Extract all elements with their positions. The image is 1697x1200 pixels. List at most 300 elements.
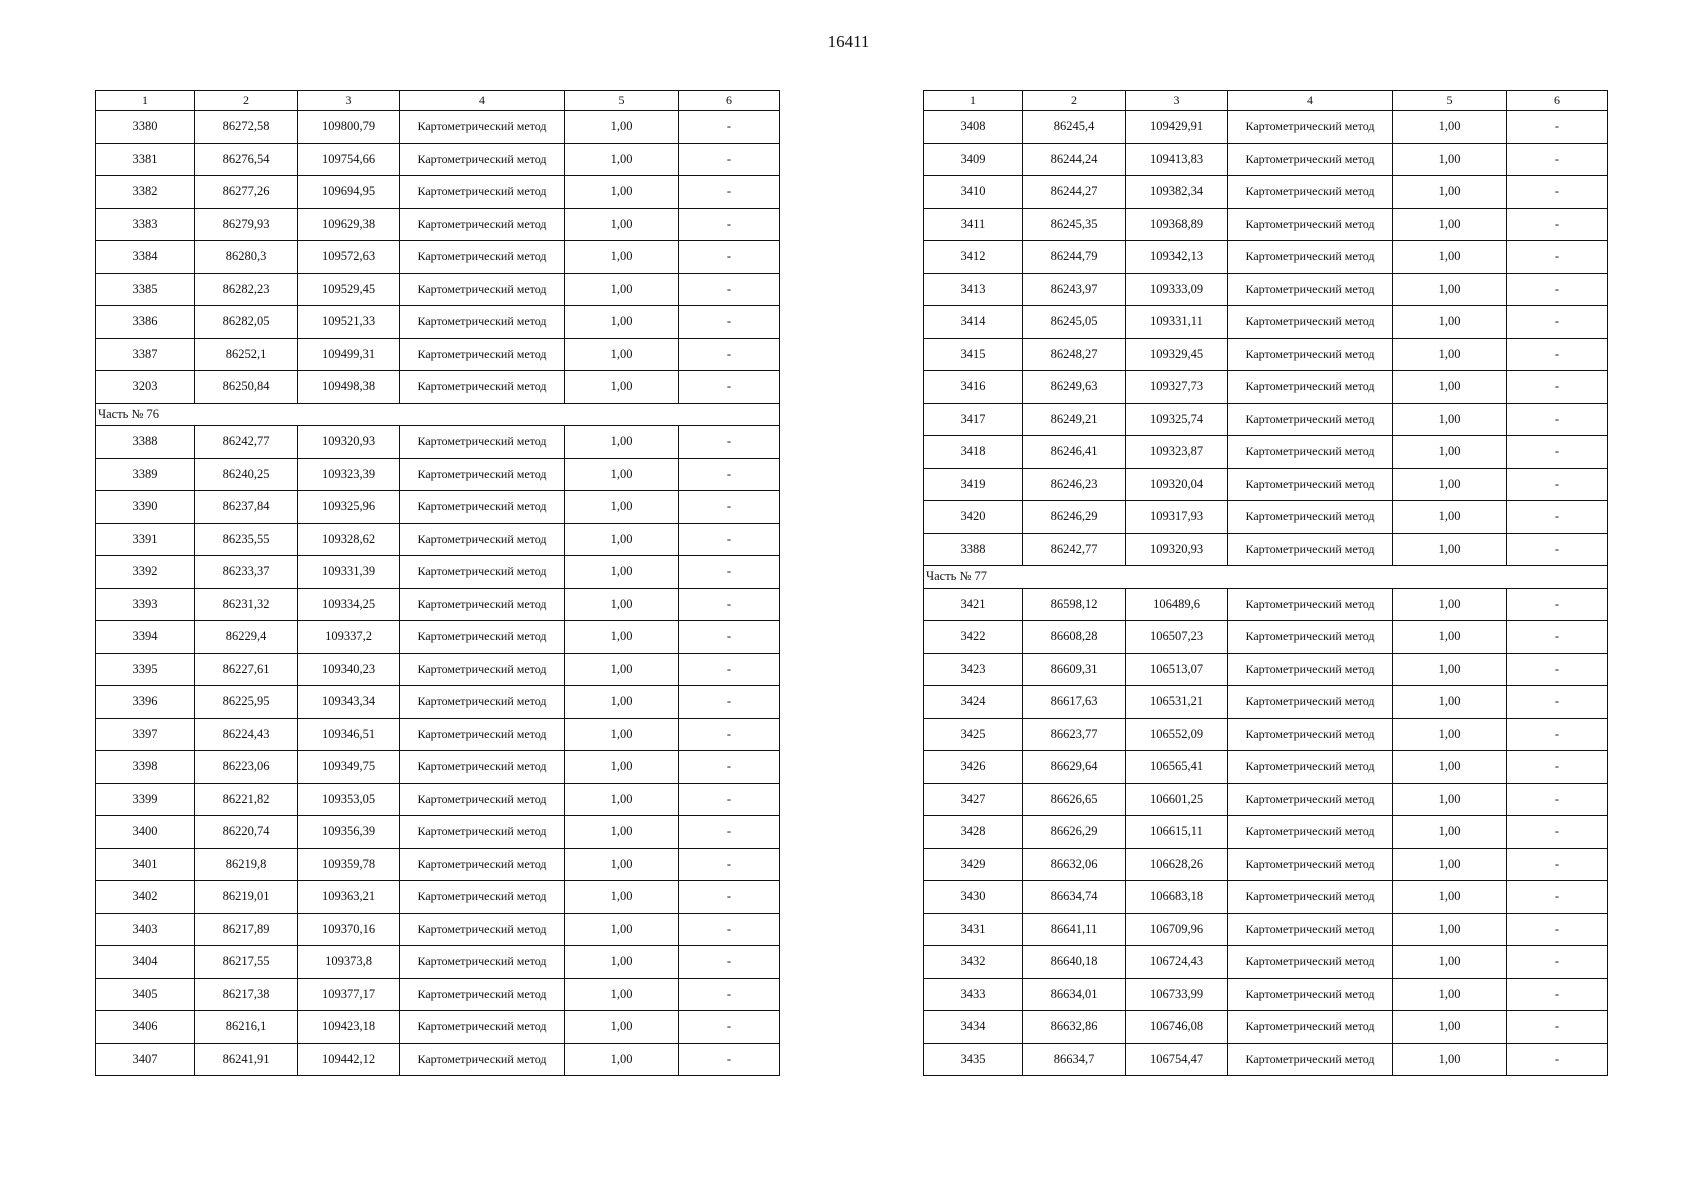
table-cell: Картометрический метод: [1228, 978, 1393, 1011]
table-cell: 109363,21: [298, 881, 400, 914]
table-cell: -: [679, 338, 780, 371]
table-cell: -: [1507, 588, 1608, 621]
table-cell: -: [679, 588, 780, 621]
table-cell: 1,00: [1393, 371, 1507, 404]
table-cell: -: [679, 653, 780, 686]
column-header: 1: [924, 91, 1023, 111]
table-cell: 109629,38: [298, 208, 400, 241]
table-cell: 3391: [96, 523, 195, 556]
table-cell: 3203: [96, 371, 195, 404]
table-cell: 109333,09: [1126, 273, 1228, 306]
table-cell: Картометрический метод: [400, 306, 565, 339]
table-cell: 1,00: [1393, 913, 1507, 946]
table-cell: 86219,01: [195, 881, 298, 914]
table-cell: 1,00: [1393, 111, 1507, 144]
table-cell: -: [679, 686, 780, 719]
table-cell: 3402: [96, 881, 195, 914]
table-cell: 1,00: [565, 208, 679, 241]
table-cell: 3394: [96, 621, 195, 654]
table-cell: 86634,74: [1023, 881, 1126, 914]
table-row: [96, 241, 780, 274]
table-row: [96, 946, 780, 979]
table-cell: 86244,79: [1023, 241, 1126, 274]
table-cell: -: [679, 783, 780, 816]
table-cell: 106601,25: [1126, 783, 1228, 816]
table-cell: 86246,41: [1023, 436, 1126, 469]
table-cell: 86282,23: [195, 273, 298, 306]
table-cell: 86641,11: [1023, 913, 1126, 946]
table-cell: 3401: [96, 848, 195, 881]
table-cell: 3403: [96, 913, 195, 946]
table-cell: Картометрический метод: [400, 176, 565, 209]
table-cell: Картометрический метод: [1228, 718, 1393, 751]
table-cell: -: [679, 241, 780, 274]
table-cell: -: [679, 978, 780, 1011]
table-cell: 1,00: [565, 143, 679, 176]
table-cell: Картометрический метод: [1228, 946, 1393, 979]
table-cell: 3413: [924, 273, 1023, 306]
table-cell: -: [679, 176, 780, 209]
table-row: [96, 686, 780, 719]
table-header-row: [924, 91, 1608, 111]
table-cell: 86223,06: [195, 751, 298, 784]
table-cell: -: [679, 1043, 780, 1076]
table-row: [96, 176, 780, 209]
table-row: [96, 913, 780, 946]
table-cell: 86626,29: [1023, 816, 1126, 849]
table-cell: 1,00: [1393, 533, 1507, 566]
table-cell: 86246,23: [1023, 468, 1126, 501]
table-row: [924, 1043, 1608, 1076]
table-body-left: [96, 91, 780, 1076]
table-cell: -: [679, 718, 780, 751]
table-cell: 106709,96: [1126, 913, 1228, 946]
table-cell: Картометрический метод: [1228, 501, 1393, 534]
table-cell: 1,00: [565, 176, 679, 209]
table-row: [96, 523, 780, 556]
table-cell: 3407: [96, 1043, 195, 1076]
table-cell: Картометрический метод: [400, 523, 565, 556]
table-cell: Картометрический метод: [400, 491, 565, 524]
table-cell: 3411: [924, 208, 1023, 241]
table-cell: Картометрический метод: [1228, 1011, 1393, 1044]
table-cell: 1,00: [1393, 946, 1507, 979]
table-row: [924, 533, 1608, 566]
table-cell: -: [1507, 816, 1608, 849]
table-cell: Картометрический метод: [1228, 588, 1393, 621]
table-cell: 86634,7: [1023, 1043, 1126, 1076]
table-cell: 86227,61: [195, 653, 298, 686]
table-cell: 86217,55: [195, 946, 298, 979]
table-cell: -: [679, 523, 780, 556]
table-row: [96, 208, 780, 241]
table-cell: 3406: [96, 1011, 195, 1044]
table-cell: 109377,17: [298, 978, 400, 1011]
table-cell: 1,00: [1393, 783, 1507, 816]
table-row: [96, 556, 780, 589]
table-cell: 1,00: [1393, 436, 1507, 469]
table-cell: Картометрический метод: [400, 653, 565, 686]
table-cell: Картометрический метод: [400, 338, 565, 371]
table-cell: 86280,3: [195, 241, 298, 274]
table-cell: 1,00: [565, 718, 679, 751]
table-cell: Картометрический метод: [400, 751, 565, 784]
table-cell: 1,00: [1393, 501, 1507, 534]
table-cell: 1,00: [565, 653, 679, 686]
table-cell: Картометрический метод: [400, 208, 565, 241]
table-row: [96, 143, 780, 176]
table-row: [96, 306, 780, 339]
table-cell: 1,00: [565, 306, 679, 339]
table-cell: 86632,86: [1023, 1011, 1126, 1044]
table-cell: 1,00: [565, 556, 679, 589]
column-header: 3: [298, 91, 400, 111]
table-row: [96, 371, 780, 404]
table-cell: Картометрический метод: [400, 783, 565, 816]
table-cell: 3380: [96, 111, 195, 144]
table-cell: -: [1507, 653, 1608, 686]
table-cell: -: [679, 111, 780, 144]
table-cell: 109442,12: [298, 1043, 400, 1076]
table-cell: 106628,26: [1126, 848, 1228, 881]
table-cell: 1,00: [1393, 621, 1507, 654]
table-cell: 3399: [96, 783, 195, 816]
table-cell: 3423: [924, 653, 1023, 686]
column-header: 5: [565, 91, 679, 111]
table-cell: -: [679, 371, 780, 404]
table-cell: -: [679, 458, 780, 491]
table-cell: Картометрический метод: [1228, 436, 1393, 469]
table-cell: 86241,91: [195, 1043, 298, 1076]
table-cell: 106746,08: [1126, 1011, 1228, 1044]
table-cell: 3412: [924, 241, 1023, 274]
table-cell: -: [679, 621, 780, 654]
table-row: [924, 718, 1608, 751]
table-cell: 1,00: [565, 1043, 679, 1076]
table-cell: 86229,4: [195, 621, 298, 654]
table-cell: Картометрический метод: [1228, 176, 1393, 209]
table-cell: 3435: [924, 1043, 1023, 1076]
table-cell: Картометрический метод: [1228, 653, 1393, 686]
table-cell: 3385: [96, 273, 195, 306]
table-cell: 86626,65: [1023, 783, 1126, 816]
table-cell: 3398: [96, 751, 195, 784]
table-cell: 109327,73: [1126, 371, 1228, 404]
table-cell: 86634,01: [1023, 978, 1126, 1011]
column-header: 1: [96, 91, 195, 111]
table-cell: 109382,34: [1126, 176, 1228, 209]
table-cell: 86242,77: [195, 426, 298, 459]
table-cell: 1,00: [565, 848, 679, 881]
table-cell: 86245,35: [1023, 208, 1126, 241]
table-cell: Картометрический метод: [400, 816, 565, 849]
table-cell: 86640,18: [1023, 946, 1126, 979]
table-cell: 106552,09: [1126, 718, 1228, 751]
table-cell: -: [1507, 913, 1608, 946]
table-cell: -: [1507, 686, 1608, 719]
column-header: 2: [195, 91, 298, 111]
table-row: [924, 306, 1608, 339]
table-cell: -: [1507, 111, 1608, 144]
table-cell: 109342,13: [1126, 241, 1228, 274]
table-cell: 109521,33: [298, 306, 400, 339]
column-header: 5: [1393, 91, 1507, 111]
table-cell: 109331,39: [298, 556, 400, 589]
table-cell: 109373,8: [298, 946, 400, 979]
table-cell: Картометрический метод: [1228, 848, 1393, 881]
table-cell: 86244,27: [1023, 176, 1126, 209]
table-cell: Картометрический метод: [1228, 881, 1393, 914]
table-cell: 109498,38: [298, 371, 400, 404]
table-row: [96, 338, 780, 371]
table-cell: 109356,39: [298, 816, 400, 849]
table-cell: -: [1507, 371, 1608, 404]
table-header-row: [96, 91, 780, 111]
table-row: [924, 1011, 1608, 1044]
table-cell: 1,00: [565, 523, 679, 556]
column-header: 2: [1023, 91, 1126, 111]
table-cell: 1,00: [565, 881, 679, 914]
table-cell: -: [1507, 533, 1608, 566]
table-cell: 3429: [924, 848, 1023, 881]
table-cell: -: [1507, 1043, 1608, 1076]
table-cell: 86240,25: [195, 458, 298, 491]
table-cell: 86272,58: [195, 111, 298, 144]
table-cell: 1,00: [565, 816, 679, 849]
table-cell: Картометрический метод: [400, 913, 565, 946]
table-cell: 1,00: [1393, 653, 1507, 686]
table-cell: -: [1507, 946, 1608, 979]
table-cell: 109317,93: [1126, 501, 1228, 534]
table-cell: 86244,24: [1023, 143, 1126, 176]
table-cell: 109346,51: [298, 718, 400, 751]
table-cell: Картометрический метод: [400, 946, 565, 979]
table-cell: 1,00: [1393, 403, 1507, 436]
table-cell: Картометрический метод: [1228, 533, 1393, 566]
table-cell: 86245,4: [1023, 111, 1126, 144]
table-row: [96, 111, 780, 144]
table-cell: 109334,25: [298, 588, 400, 621]
table-row: [96, 1011, 780, 1044]
table-cell: 1,00: [565, 946, 679, 979]
table-cell: Картометрический метод: [400, 588, 565, 621]
table-cell: 3395: [96, 653, 195, 686]
table-cell: 109800,79: [298, 111, 400, 144]
table-row: [924, 783, 1608, 816]
table-cell: -: [1507, 338, 1608, 371]
table-row: [96, 978, 780, 1011]
table-cell: Картометрический метод: [1228, 273, 1393, 306]
table-cell: 106513,07: [1126, 653, 1228, 686]
table-cell: 3417: [924, 403, 1023, 436]
table-cell: -: [1507, 848, 1608, 881]
section-label: Часть № 76: [96, 403, 780, 426]
table-cell: 106507,23: [1126, 621, 1228, 654]
table-cell: Картометрический метод: [400, 426, 565, 459]
table-row: [96, 783, 780, 816]
table-cell: 3400: [96, 816, 195, 849]
table-row: [96, 718, 780, 751]
table-cell: Картометрический метод: [400, 556, 565, 589]
table-row: [96, 426, 780, 459]
table-cell: 86217,89: [195, 913, 298, 946]
table-cell: -: [1507, 881, 1608, 914]
table-cell: 86221,82: [195, 783, 298, 816]
table-row: [96, 848, 780, 881]
table-cell: 1,00: [1393, 751, 1507, 784]
table-cell: 86609,31: [1023, 653, 1126, 686]
table-cell: 109320,04: [1126, 468, 1228, 501]
table-cell: -: [679, 1011, 780, 1044]
table-cell: Картометрический метод: [400, 848, 565, 881]
table-cell: 3434: [924, 1011, 1023, 1044]
table-cell: Картометрический метод: [1228, 208, 1393, 241]
table-cell: 1,00: [1393, 848, 1507, 881]
table-cell: 3390: [96, 491, 195, 524]
table-cell: 1,00: [1393, 686, 1507, 719]
table-cell: -: [679, 848, 780, 881]
table-cell: -: [1507, 208, 1608, 241]
table-row: [924, 273, 1608, 306]
table-cell: 86250,84: [195, 371, 298, 404]
table-cell: -: [679, 881, 780, 914]
table-cell: 1,00: [565, 621, 679, 654]
table-row: [924, 881, 1608, 914]
table-cell: 3421: [924, 588, 1023, 621]
table-cell: 109413,83: [1126, 143, 1228, 176]
table-cell: 1,00: [1393, 816, 1507, 849]
table-cell: 86220,74: [195, 816, 298, 849]
table-cell: -: [1507, 783, 1608, 816]
table-cell: 1,00: [565, 686, 679, 719]
table-cell: 1,00: [565, 111, 679, 144]
table-cell: 86276,54: [195, 143, 298, 176]
table-cell: 3405: [96, 978, 195, 1011]
table-cell: 1,00: [1393, 468, 1507, 501]
table-cell: 106754,47: [1126, 1043, 1228, 1076]
table-cell: 86246,29: [1023, 501, 1126, 534]
table-cell: Картометрический метод: [1228, 686, 1393, 719]
table-cell: -: [1507, 718, 1608, 751]
table-cell: 109323,87: [1126, 436, 1228, 469]
table-cell: Картометрический метод: [1228, 913, 1393, 946]
table-row: [96, 751, 780, 784]
table-cell: 86279,93: [195, 208, 298, 241]
table-cell: 106489,6: [1126, 588, 1228, 621]
table-row: [924, 176, 1608, 209]
table-cell: 109353,05: [298, 783, 400, 816]
table-cell: 109572,63: [298, 241, 400, 274]
table-cell: 3386: [96, 306, 195, 339]
table-cell: 106683,18: [1126, 881, 1228, 914]
table-cell: 109328,62: [298, 523, 400, 556]
table-cell: Картометрический метод: [1228, 468, 1393, 501]
table-cell: Картометрический метод: [400, 1011, 565, 1044]
table-cell: 86233,37: [195, 556, 298, 589]
table-cell: -: [679, 208, 780, 241]
page-number: 16411: [827, 32, 870, 51]
table-cell: Картометрический метод: [1228, 1043, 1393, 1076]
table-cell: 86617,63: [1023, 686, 1126, 719]
table-cell: 3425: [924, 718, 1023, 751]
table-cell: -: [1507, 306, 1608, 339]
table-cell: -: [679, 306, 780, 339]
table-cell: 1,00: [1393, 1011, 1507, 1044]
table-cell: 86632,06: [1023, 848, 1126, 881]
table-cell: 1,00: [1393, 241, 1507, 274]
table-row: [924, 436, 1608, 469]
coordinates-table-left: [95, 90, 780, 1076]
table-cell: 86252,1: [195, 338, 298, 371]
section-row: [96, 403, 780, 426]
table-cell: 3418: [924, 436, 1023, 469]
table-cell: 3409: [924, 143, 1023, 176]
table-cell: -: [679, 816, 780, 849]
table-row: [924, 848, 1608, 881]
table-cell: 109370,16: [298, 913, 400, 946]
table-cell: Картометрический метод: [400, 458, 565, 491]
table-cell: 1,00: [565, 458, 679, 491]
table-cell: 3381: [96, 143, 195, 176]
table-cell: 86217,38: [195, 978, 298, 1011]
table-cell: 86248,27: [1023, 338, 1126, 371]
table-row: [924, 143, 1608, 176]
table-cell: 3415: [924, 338, 1023, 371]
table-cell: 1,00: [565, 588, 679, 621]
section-row: [924, 566, 1608, 589]
table-cell: 86235,55: [195, 523, 298, 556]
table-cell: -: [1507, 501, 1608, 534]
table-cell: -: [679, 751, 780, 784]
table-cell: 86224,43: [195, 718, 298, 751]
table-cell: 1,00: [565, 426, 679, 459]
table-cell: Картометрический метод: [1228, 751, 1393, 784]
table-cell: Картометрический метод: [400, 143, 565, 176]
table-cell: 109694,95: [298, 176, 400, 209]
table-cell: 86598,12: [1023, 588, 1126, 621]
table-cell: -: [1507, 1011, 1608, 1044]
table-cell: 1,00: [565, 273, 679, 306]
table-cell: Картометрический метод: [1228, 371, 1393, 404]
table-row: [924, 653, 1608, 686]
table-row: [924, 403, 1608, 436]
table-cell: Картометрический метод: [400, 273, 565, 306]
table-row: [96, 588, 780, 621]
table-cell: 3396: [96, 686, 195, 719]
table-row: [96, 881, 780, 914]
section-label: Часть № 77: [924, 566, 1608, 589]
table-cell: 109323,39: [298, 458, 400, 491]
table-cell: 109423,18: [298, 1011, 400, 1044]
table-cell: 109429,91: [1126, 111, 1228, 144]
table-cell: 3433: [924, 978, 1023, 1011]
table-cell: Картометрический метод: [1228, 338, 1393, 371]
table-cell: 3383: [96, 208, 195, 241]
table-cell: 109499,31: [298, 338, 400, 371]
table-cell: 109529,45: [298, 273, 400, 306]
table-cell: 109343,34: [298, 686, 400, 719]
table-cell: 1,00: [1393, 208, 1507, 241]
table-row: [924, 371, 1608, 404]
table-row: [924, 501, 1608, 534]
table-cell: 1,00: [565, 783, 679, 816]
table-cell: Картометрический метод: [400, 621, 565, 654]
table-cell: 3430: [924, 881, 1023, 914]
table-cell: 3404: [96, 946, 195, 979]
table-row: [924, 588, 1608, 621]
table-cell: -: [1507, 436, 1608, 469]
table-cell: Картометрический метод: [1228, 783, 1393, 816]
